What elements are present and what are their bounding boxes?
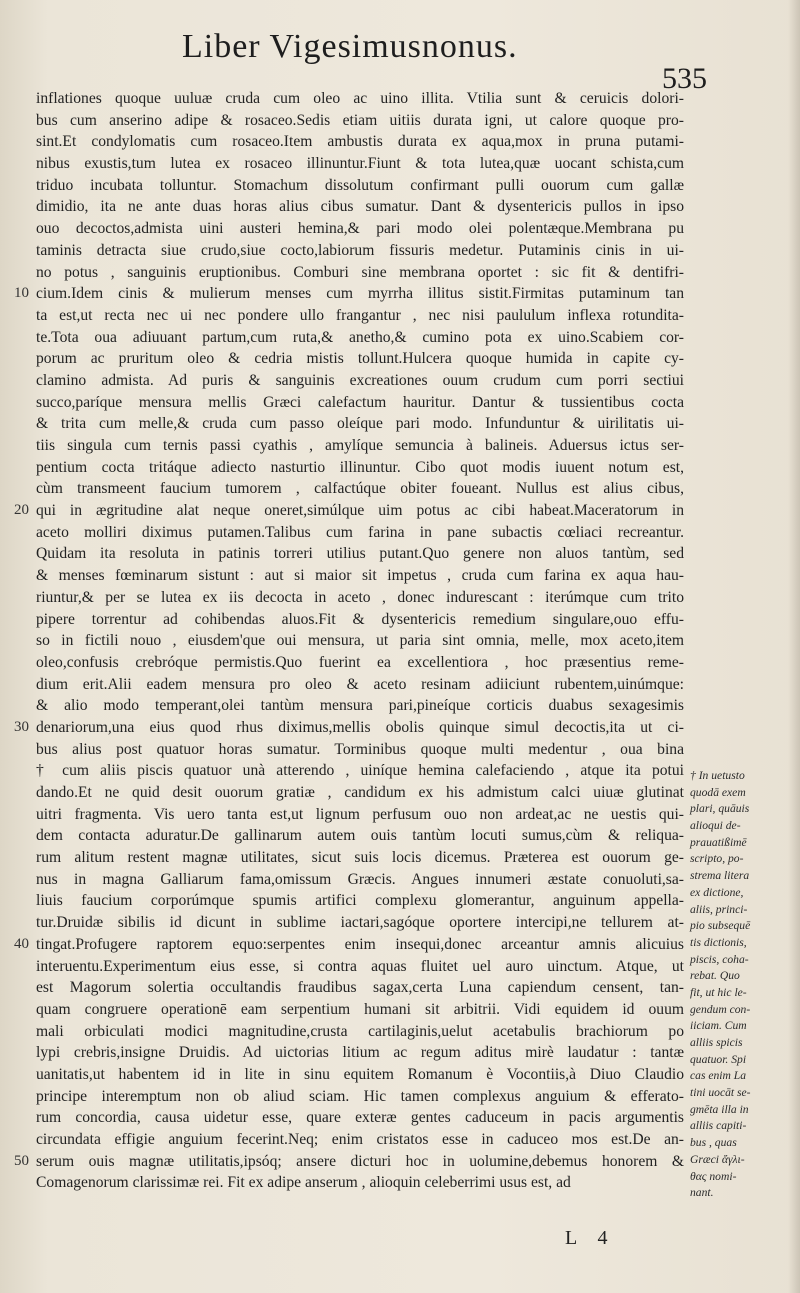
text-line: nus in magna Galliarum fama,omissum Græcis. Angues innumeri æstate conuoluti,sa- [36, 870, 684, 888]
text-line: dem contacta aduratur.De gallinarum autem ouis tantùm locuti sumus,cùm & reliqua- [36, 827, 684, 845]
text-line: bus cum anserino adipe & rosaceo.Sedis etiam uitiis durata igni, ut calore quoque pro- [36, 111, 684, 129]
text-line: sint.Et condylomatis cum rosaceo.Item ambustis durata ex aqua,mox in pruna putami- [36, 133, 684, 151]
text-line: pentium cocta tritáque adiecto nasturtio illinuntur. Cibo quot modis iuuent notum est, [36, 458, 684, 476]
margin-note-line: † In uetusto [690, 769, 745, 782]
text-line: inflationes quoque uuluæ cruda cum oleo ac uino illita. Vtilia sunt & ceruicis dolori- [36, 90, 684, 107]
running-title: Liber Vigesimusnonus. [182, 28, 518, 65]
text-line: aceto molliri diximus putamen.Talibus cum farina in pane subactis cœliaci recreantur. [36, 523, 684, 541]
text-line: lypi crebris,insigne Druidis. Ad uictorias litium ac regum aditus mirè laudatur : tantæ [36, 1044, 684, 1062]
margin-note-line: bus , quas [690, 1136, 737, 1150]
margin-note-line: scripto, po- [690, 852, 744, 866]
margin-note-line: tis dictionis, [690, 935, 747, 949]
text-line: † cum aliis piscis quatuor unà atterendo , uiníque hemina calefaciendo , atque ita potui [36, 762, 684, 780]
margin-note-line: pio subsequē [690, 919, 751, 933]
text-line: nibus exustis,tum lutea ex rosaceo illinuntur.Fiunt & tota lutea,quæ uocant schista,cum [36, 155, 684, 173]
margin-note-line: aliis, princi- [690, 902, 748, 916]
text-line: succo,paríque mensura mellis Græci calefactum hauritur. Dantur & tussientibus cocta [36, 393, 684, 411]
text-line: triduo incubata tolluntur. Stomachum dissolutum confirmant pulli ouorum cum gallæ [36, 176, 684, 194]
margin-note-line: rebat. Quo [690, 969, 740, 983]
text-line: uitri fragmenta. Vis uero tanta est,ut lignum perfusum ouo non ardeat,ac ne uestis qui- [36, 805, 684, 823]
text-line: oleo,confusis crebróque permistis.Quo fuerint ea excellentiora , hoc præsentius reme- [36, 653, 684, 671]
text-line: rum alitum restent magnæ utilitates, sicut suis locis dicemus. Præterea est ouorum ge- [36, 849, 684, 867]
text-line: circundata effigie anguium fecerint.Neq; enim cristatos esse in caduceo mos est.De an- [36, 1131, 684, 1148]
text-line: te.Tota oua adiuuant partum,cum ruta,& anetho,& cumino pota ex uino.Scabiem cor- [36, 328, 684, 346]
text-line: bus alius post quatuor horas sumatur. Torminibus quoque multi medentur , oua bina [36, 740, 684, 758]
margin-note-line: fit, ut hic le- [690, 985, 747, 999]
text-line: tiis singula cum ternis passi cyathis , amylíque semuncia à balineis. Aduersus ictus ser- [36, 437, 684, 454]
text-line: tur.Druidæ sibilis id dicunt in sublime iactari,sagóque oportere intercipi,ne tellurem at- [36, 914, 684, 932]
text-line: cùm transmeent faucium tumorem , calfactúque obiter foueant. Nullus est alius cibus, [36, 480, 684, 498]
margin-note-line: quodā exem [690, 785, 746, 799]
margin-note-line: Græci ἄγλι- [690, 1152, 745, 1166]
margin-note-line: tini uocāt se- [690, 1086, 751, 1100]
margin-note-line: alliis spicis [690, 1036, 743, 1049]
margin-note-line: piscis, coha- [690, 952, 749, 966]
margin-note-line: alioqui de- [690, 819, 741, 833]
text-line: & trita cum melle,& cruda cum passo oleíque pari modo. Infunduntur & uirilitatis ui- [36, 415, 684, 433]
text-line: interuentu.Experimentum eius esse, si contra aquas fluitet uel auro uinctum. Atque, ut [36, 957, 684, 975]
text-line: qui in ægritudine alat neque oneret,simúlque uim potus ac cibi habeat.Maceratorum in [36, 502, 684, 520]
text-line: serum ouis magnæ utilitatis,ipsóq; ansere dicturi hoc in uolumine,debemus honorem & [36, 1152, 684, 1170]
signature-mark: L 4 [565, 1227, 608, 1249]
line-number: 40 [14, 936, 29, 953]
text-line: dando.Et ne quid desit ouorum gratiæ , candidum ex his admistum calci uiuæ glutinat [36, 784, 684, 801]
text-line: porum ac pruritum oleo & cedria mistis tollunt.Hulcera quoque humida in capite cy- [36, 350, 684, 368]
text-line: riuntur,& per se lutea ex iis decocta in aceto , donec indurescant : iterúmque cum trito [36, 588, 684, 606]
text-line: no potus , sanguinis eruptionibus. Comburi sine membrana oportet : sic fit & dentifri- [36, 263, 684, 281]
text-line: so in fictili nouo , eiusdem'que oui mensura, ut paria sint omnia, melle, mox aceto,item [36, 632, 684, 650]
margin-note-line: cas enim La [690, 1069, 747, 1083]
margin-note-line: prauatißimē [690, 835, 747, 849]
text-line: ta est,ut recta nec ui nec pondere ullo frangantur , nec nisi paululum inflexa rotundita- [36, 306, 684, 324]
text-line: denariorum,una eius quod rhus diximus,mellis obolis quinque simul decoctis,ita ut ci- [36, 718, 684, 736]
text-line: rum concordia, causa uidetur esse, quare exteræ gentes caduceum in pacis argumentis [36, 1109, 684, 1127]
margin-note-line: θας nomi- [690, 1169, 737, 1183]
margin-note-line: plari, quāuis [690, 802, 750, 816]
margin-note [690, 768, 790, 1202]
margin-note-line: quatuor. Spi [690, 1052, 747, 1066]
text-line: dium erit.Alii eadem mensura pro oleo & aceto resinam adiiciunt rubentem,uinúmque: [36, 675, 684, 693]
body-text [36, 88, 684, 1194]
text-line: principe interemptum non ob aliud sciam. Hic tamen complexus anguium & efferato- [36, 1087, 684, 1105]
page-number: 535 [662, 62, 707, 95]
text-line: & menses fœminarum sistunt : aut si maior sit impetus , cruda cum farina ex aqua hau- [36, 567, 684, 585]
text-line: ouo decoctos,admista uini austeri hemina,& pari modo olei polentæque.Membrana pu [36, 220, 684, 238]
line-number: 10 [14, 285, 29, 302]
margin-note-line: nant. [690, 1186, 714, 1200]
text-line: dimidio, ita ne ante duas horas alius cibus sumatur. Dant & dysentericis pullos in ipso [36, 198, 684, 216]
margin-note-line: iiciam. Cum [690, 1019, 747, 1033]
text-line: clamino admista. Ad puris & sanguinis excreationes ouum crudum cum porri sectiui [36, 371, 684, 389]
margin-note-line: strema litera [690, 869, 750, 883]
text-line: quam congruere operationē eam serpentium humani sit arbitrii. Vidi equidem id ouum [36, 1000, 684, 1018]
margin-note-line: gendum con- [690, 1002, 751, 1016]
text-line: cium.Idem cinis & mulierum menses cum myrrha illitus sistit.Firmitas putaminum tan [36, 285, 684, 303]
text-line: liuis faucium corporúmque spumis artifici complexu glomerantur, anguinum appella- [36, 892, 684, 910]
margin-note-line: alliis capiti- [690, 1119, 747, 1133]
text-line: est Magorum solertia occultandis fraudibus sagax,certa Luna capiendum censent, tan- [36, 979, 684, 997]
text-line: uanitatis,ut habentem id in lite in sinu equitem Romanum è Vocontiis,à Diuo Claudio [36, 1065, 684, 1083]
line-number: 50 [14, 1153, 29, 1170]
line-number: 30 [14, 719, 29, 736]
margin-note-line: gmēta illa in [690, 1102, 749, 1116]
text-line: Quidam ita resoluta in patinis torreri utilius putant.Quo genere non aluos tantùm, sed [36, 545, 684, 563]
text-line: taminis detracta siue crudo,siue cocto,labiorum fissuris medetur. Putaminis cinis in ui- [36, 241, 684, 259]
text-line: & alio modo temperant,olei tantùm mensura pari,pineíque corticis duabus sexagesimis [36, 697, 684, 715]
margin-note-line: ex dictione, [690, 885, 744, 899]
page-edge-shadow [788, 0, 800, 1293]
text-line: tingat.Profugere raptorem equo:serpentes enim insequi,donec arceantur amnis alicuius [36, 935, 684, 953]
line-number: 20 [14, 502, 29, 519]
text-line: mali orbiculati modici magnitudine,crusta cartilaginis,uelut acetabulis brachiorum po [36, 1022, 684, 1040]
text-line: pipere torrentur ad cohibendas aluos.Fit & dysentericis remedium singulare,ouo effu- [36, 610, 684, 628]
text-line: Comagenorum clarissimæ rei. Fit ex adipe anserum , alioquin celeberrimi usus est, ad [36, 1174, 571, 1192]
